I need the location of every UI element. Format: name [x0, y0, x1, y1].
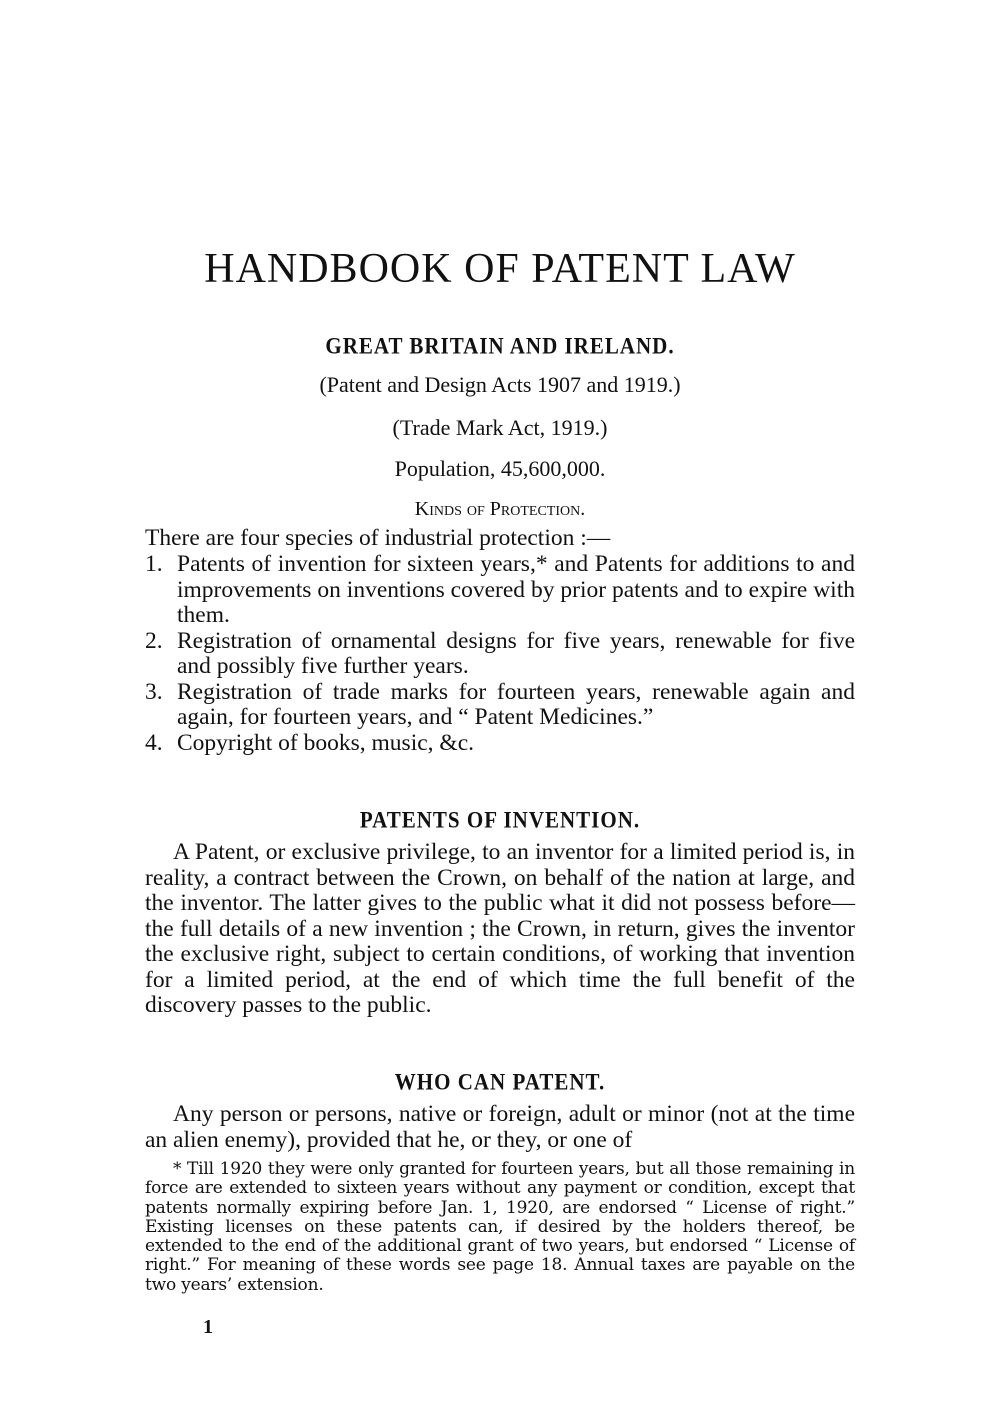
- list-item: [145, 629, 855, 680]
- list-item: [145, 731, 855, 757]
- section-heading-patents-of-invention: PATENTS OF INVENTION.: [359, 807, 641, 833]
- kinds-heading: Kinds of Protection.: [414, 498, 586, 520]
- list-item: [145, 680, 855, 731]
- section-paragraph-who-can-patent: Any person or persons, native or foreign, adult or minor (not at the time an alien enemy), provided that he, or they, or one of: [145, 1101, 855, 1153]
- kinds-list: [145, 552, 855, 756]
- list-item-number: 1.: [145, 551, 163, 577]
- acts-line-1: (Patent and Design Acts 1907 and 1919.): [319, 372, 681, 397]
- list-item-text: Patents of invention for sixteen years,* and Patents for additions to and improvements on inventions covered by prior patents and to expire with them.: [177, 551, 855, 628]
- list-item-text: Registration of ornamental designs for five years, renewable for five and possibly five further years.: [177, 627, 855, 679]
- kinds-intro: There are four species of industrial protection :—: [145, 525, 611, 551]
- acts-line-2: (Trade Mark Act, 1919.): [392, 415, 608, 440]
- section-heading-who-can-patent: WHO CAN PATENT.: [394, 1069, 606, 1095]
- list-item-text: Registration of trade marks for fourteen years, renewable again and again, for fourteen years, and “ Patent Medicines.”: [177, 678, 855, 730]
- footnote: * Till 1920 they were only granted for fourteen years, but all those remaining in force are extended to sixteen years without any payment or condition, except that patents normally expiring before Jan. 1, 1920, are endorsed “ License of right.” Existing licenses on these patents can, if desired by the holders thereof, be extended to the end of the additional grant of two years, but endorsed “ License of right.” For meaning of these words see page 18. Annual taxes are payable on the two years’ extension.: [145, 1159, 855, 1295]
- list-item-number: 3.: [145, 678, 163, 705]
- section-paragraph-patents-of-invention: A Patent, or exclusive privilege, to an inventor for a limited period is, in reality, a contract between the Crown, on behalf of the nation at large, and the inventor. The latter gives to the public what it did not possess before—the full details of a new invention ; the Crown, in return, gives the inventor the exclusive right, subject to certain conditions, of working that invention for a limited period, at the end of which time the full benefit of the discovery passes to the public.: [145, 839, 855, 1018]
- list-item-number: 2.: [145, 627, 163, 654]
- page-number: 1: [203, 1316, 213, 1338]
- country-heading: GREAT BRITAIN AND IRELAND.: [325, 333, 675, 359]
- list-item-text: Copyright of books, music, &c.: [177, 729, 474, 756]
- population-line: Population, 45,600,000.: [394, 456, 606, 481]
- list-item: [145, 552, 855, 629]
- document-title: HANDBOOK OF PATENT LAW: [204, 246, 796, 292]
- list-item-number: 4.: [145, 729, 163, 756]
